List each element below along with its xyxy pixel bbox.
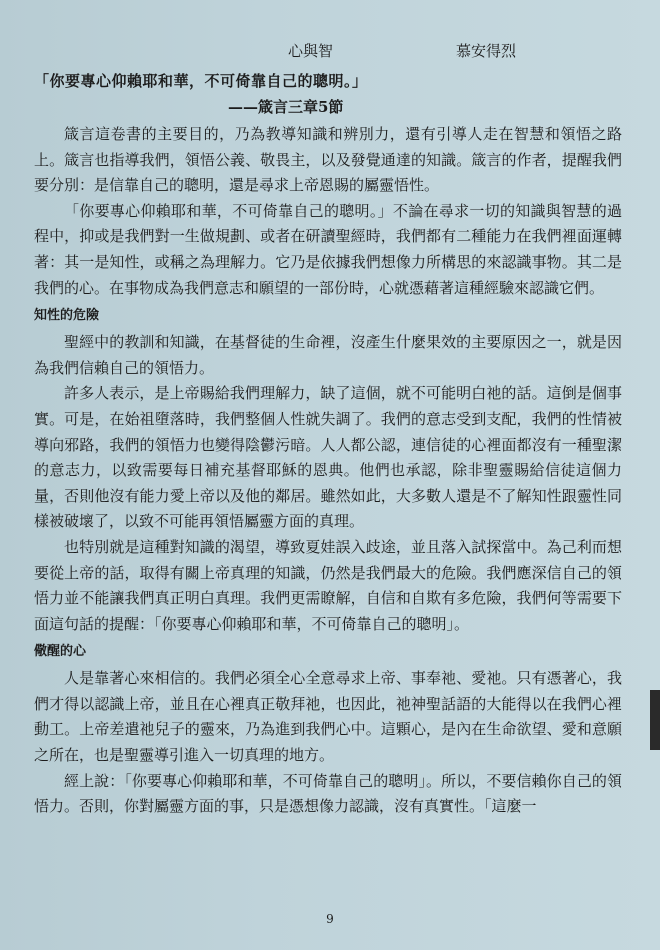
paragraph-7: 經上說：「你要專心仰賴耶和華，不可倚靠自己的聰明」。所以，不要信賴你自己的領悟力。否則，你對屬靈方面的事，只是憑想像力認識，沒有真實性。「這麼一 bbox=[34, 771, 622, 816]
page-number: 9 bbox=[326, 912, 334, 926]
section-heading-intellect-danger: 知性的危險 bbox=[34, 308, 100, 324]
paragraph-3: 聖經中的教訓和知識，在基督徒的生命裡，沒產生什麼果效的主要原因之一，就是因為我們信賴自己的領悟力。 bbox=[34, 333, 622, 377]
article-title: 心與智 bbox=[288, 42, 334, 60]
epigraph-quote: 「你要專心仰賴耶和華，不可倚靠自己的聰明。」 bbox=[34, 72, 368, 90]
section-heading-watchful-heart: 儆醒的心 bbox=[34, 644, 87, 660]
article-body bbox=[34, 122, 622, 820]
paragraph-6: 人是靠著心來相信的。我們必須全心全意尋求上帝、事奉祂、愛祂。只有憑著心，我們才得以認識上帝，並且在心裡真正敬拜祂，也因此，祂神聖話語的大能得以在我們心裡動工。上帝差遣祂兒子的靈來，乃為進到我們心中。這顆心，是內在生命欲望、愛和意願之所在，也是聖靈導引進入一切真理的地方。 bbox=[34, 669, 622, 765]
paragraph-4: 許多人表示，是上帝賜給我們理解力，缺了這個，就不可能明白祂的話。這倒是個事實。可是，在始祖墮落時，我們整個人性就失調了。我們的意志受到支配，我們的性情被導向邪路，我們的領悟力也變得陰鬱污暗。人人都公認，連信徒的心裡面都沒有一種聖潔的意志力，以致需要每日補充基督耶穌的恩典。他們也承認，除非聖靈賜給信徒這個力量，否則他沒有能力愛上帝以及他的鄰居。雖然如此，大多數人還是不了解知性跟靈性同樣被破壞了，以致不可能再領悟屬靈方面的真理。 bbox=[34, 384, 622, 531]
paragraph-5: 也特別就是這種對知識的渴望，導致夏娃誤入歧途，並且落入試探當中。為己利而想要從上帝的話，取得有關上帝真理的知識，仍然是我們最大的危險。我們應深信自己的領悟力並不能讓我們真正明白真理。我們更需瞭解，自信和自欺有多危險，我們何等需要下面這句話的提醒：「你要專心仰賴耶和華，不可倚靠自己的聰明」。 bbox=[34, 537, 622, 633]
paragraph-1: 箴言這卷書的主要目的，乃為教導知識和辨別力，還有引導人走在智慧和領悟之路上。箴言也指導我們，領悟公義、敬畏主，以及發覺通達的知識。箴言的作者，提醒我們要分別：是信靠自己的聰明，還是尋求上帝恩賜的屬靈悟性。 bbox=[34, 125, 622, 195]
epigraph-source: ——箴言三章5節 bbox=[228, 98, 344, 116]
page-edge-mark bbox=[650, 690, 660, 750]
article-author: 慕安得烈 bbox=[456, 42, 517, 60]
paragraph-2: 「你要專心仰賴耶和華，不可倚靠自己的聰明。」不論在尋求一切的知識與智慧的過程中，抑或是我們對一生做規劃、或者在研讀聖經時，我們都有二種能力在我們裡面運轉著：其一是知性，或稱之為理解力。它乃是依據我們想像力所構思的來認識事物。其二是我們的心。在事物成為我們意志和願望的一部份時，心就憑藉著這種經驗來認識它們。 bbox=[34, 201, 622, 297]
